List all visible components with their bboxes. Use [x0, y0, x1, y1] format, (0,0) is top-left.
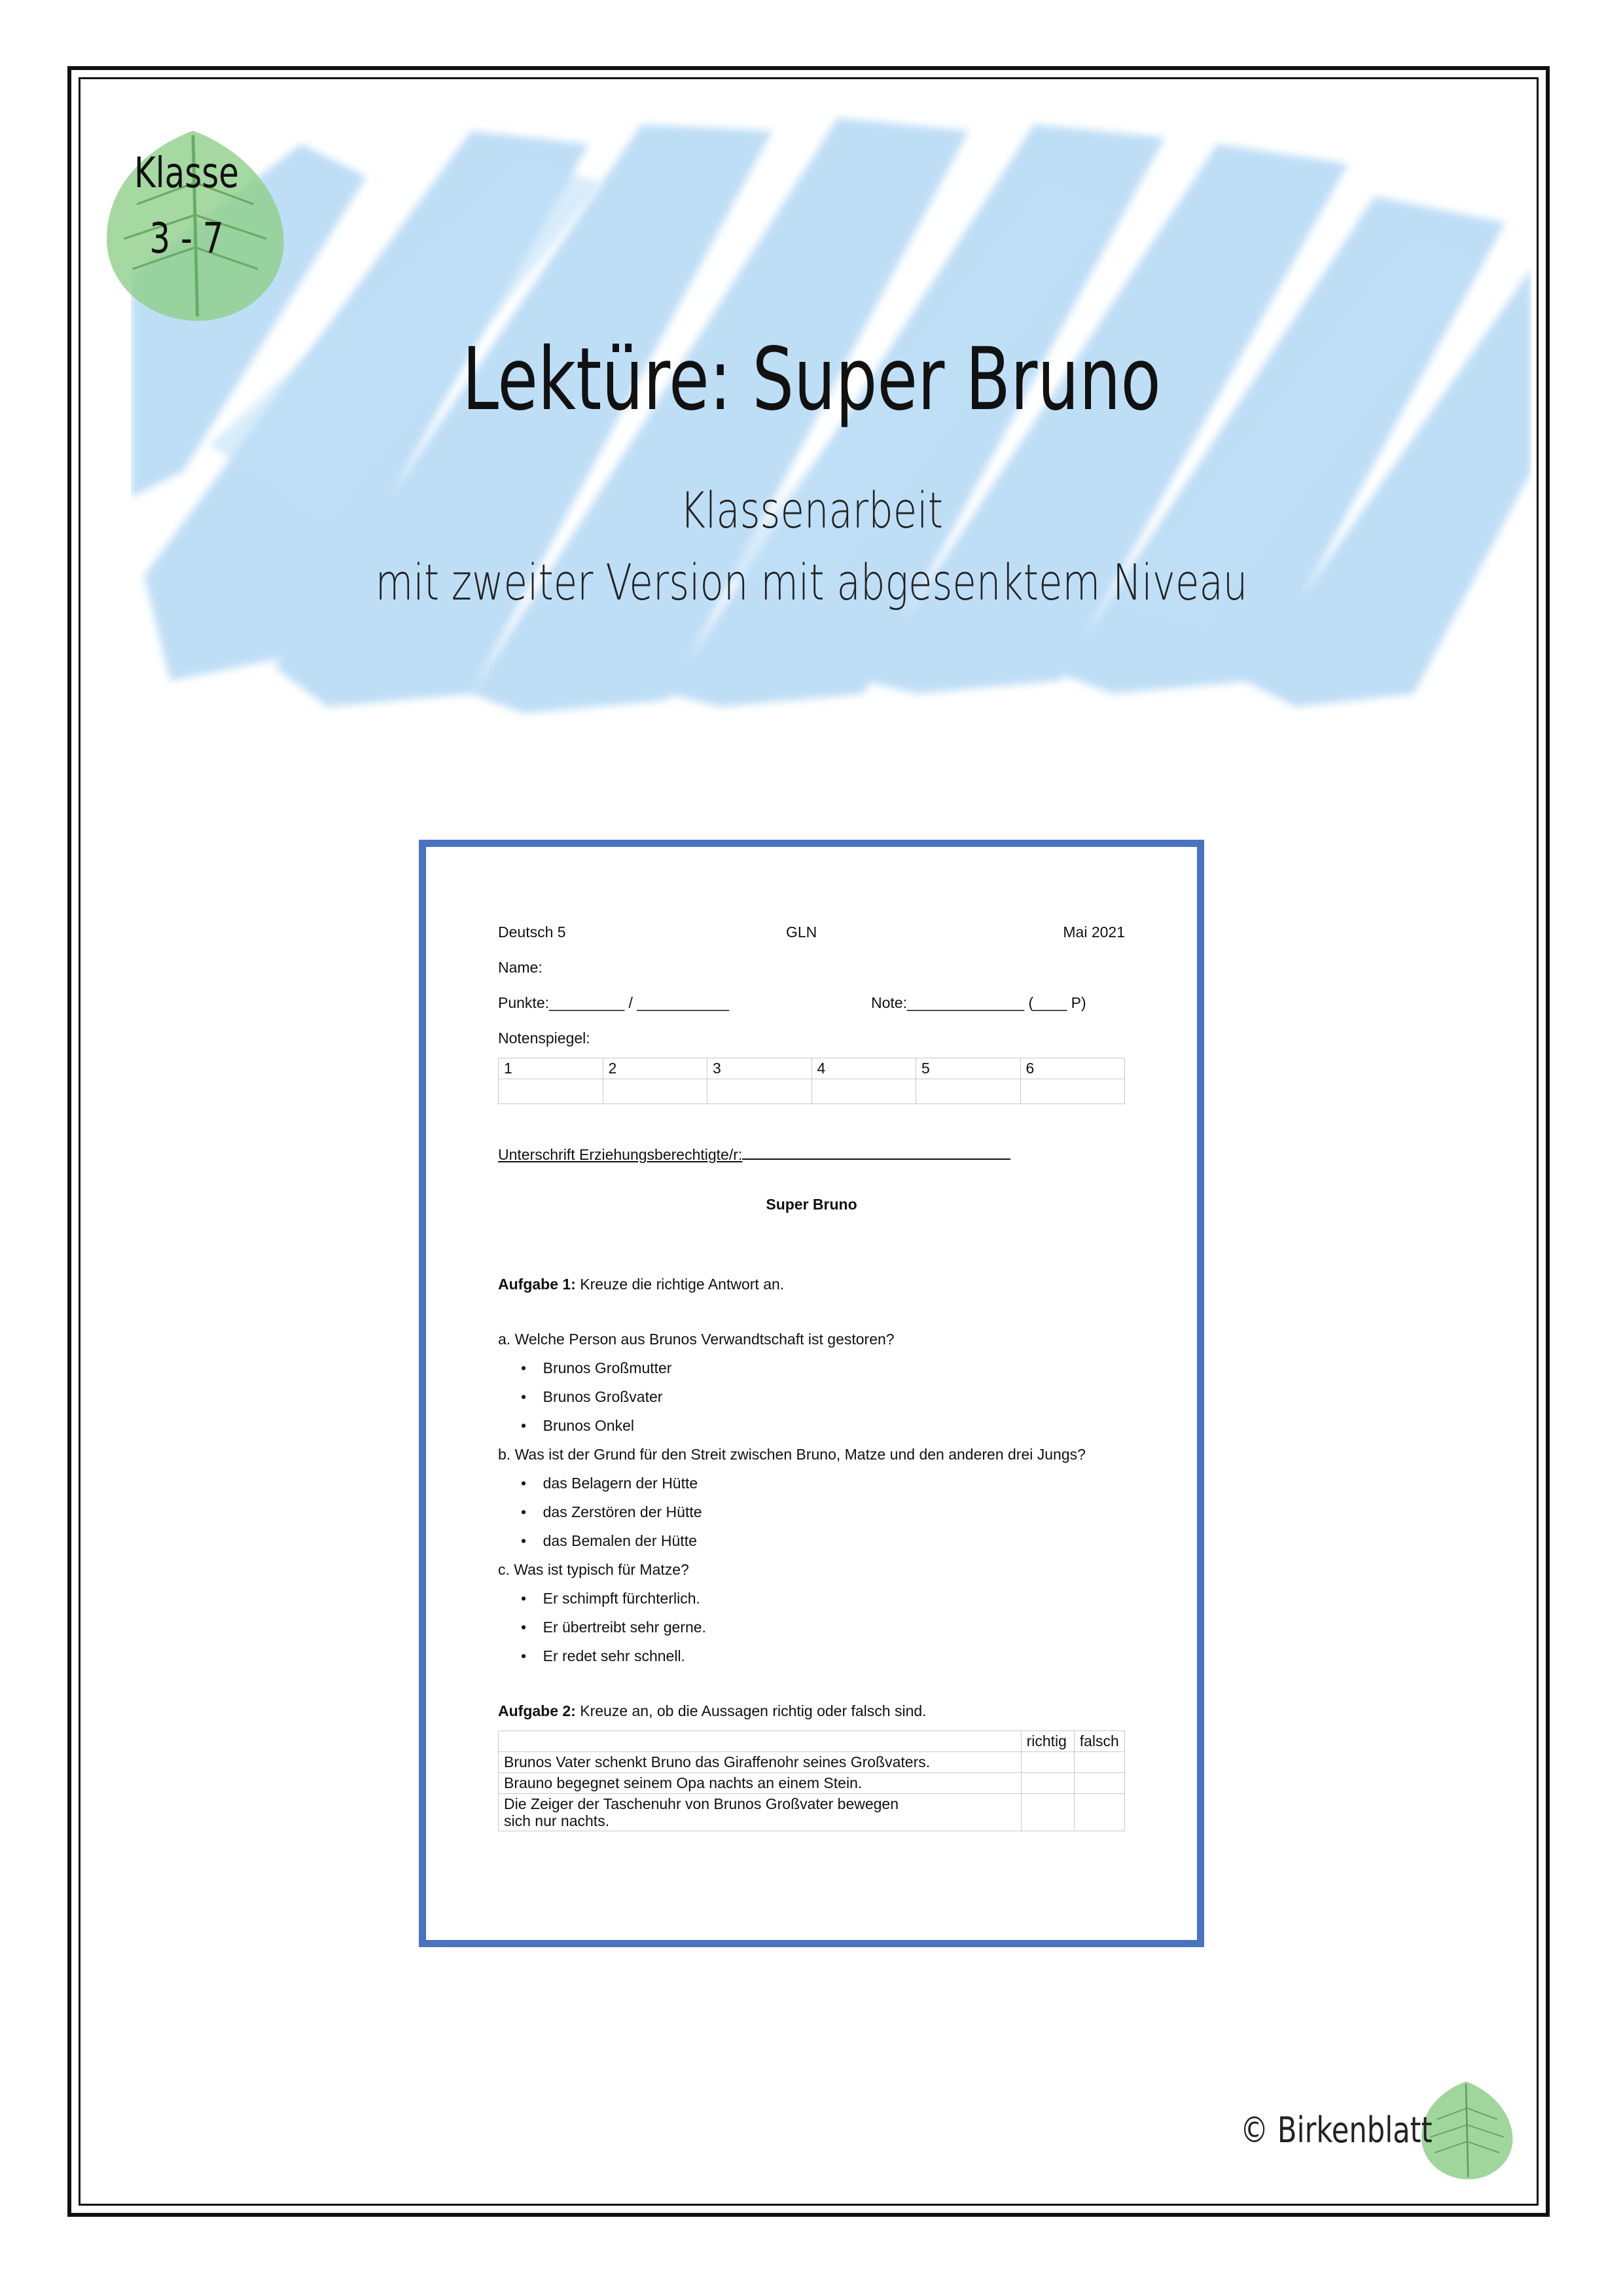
grade-scale-empty	[916, 1079, 1021, 1104]
task2-checkbox-cell	[1021, 1752, 1074, 1773]
task2-checkbox-cell	[1074, 1794, 1124, 1831]
grade-scale-empty	[812, 1079, 916, 1104]
task2-header-empty	[499, 1731, 1022, 1752]
grade-scale-empty	[499, 1079, 603, 1104]
grade-scale-empty	[1020, 1079, 1125, 1104]
subject-label: Deutsch 5	[498, 924, 566, 941]
worksheet-heading: Super Bruno	[766, 1196, 857, 1213]
grade-scale-cell: 5	[916, 1058, 1021, 1079]
task2-header-falsch: falsch	[1074, 1731, 1124, 1752]
option-c3: • Er redet sehr schnell.	[521, 1647, 685, 1664]
grade-scale-label: Notenspiegel:	[498, 1030, 590, 1047]
task2-header-richtig: richtig	[1021, 1731, 1074, 1752]
grade-scale-cell: 2	[603, 1058, 707, 1079]
points-label: Punkte:_________ / ___________	[498, 994, 729, 1011]
signature-label: Unterschrift Erziehungsberechtigte/r:	[498, 1145, 1010, 1164]
grade-range: 3 - 7	[149, 215, 224, 263]
grade-label: Klasse	[134, 149, 239, 198]
task2-table	[498, 1731, 1125, 1831]
task2-line: Aufgabe 2: Kreuze an, ob die Aussagen richtig oder falsch sind.	[498, 1702, 927, 1719]
option-b1: • das Belagern der Hütte	[521, 1475, 698, 1492]
option-c2: • Er übertreibt sehr gerne.	[521, 1619, 706, 1636]
task2-statement: Brunos Vater schenkt Bruno das Giraffenohr seines Großvaters.	[499, 1752, 1022, 1773]
worksheet-preview	[419, 840, 1204, 1947]
page-title: Lektüre: Super Bruno	[462, 329, 1161, 430]
task2-checkbox-cell	[1074, 1773, 1124, 1794]
task2-statement: Brauno begegnet seinem Opa nachts an einem Stein.	[499, 1773, 1022, 1794]
task2-statement: Die Zeiger der Taschenuhr von Brunos Großvater bewegen sich nur nachts.	[499, 1794, 1022, 1831]
question-b: b. Was ist der Grund für den Streit zwischen Bruno, Matze und den anderen drei Jungs?	[498, 1446, 1086, 1463]
task2-checkbox-cell	[1021, 1794, 1074, 1831]
grade-scale-cell: 4	[812, 1058, 916, 1079]
task1-line: Aufgabe 1: Kreuze die richtige Antwort an.	[498, 1276, 785, 1293]
date-label: Mai 2021	[1063, 924, 1125, 941]
copyright-label: © Birkenblatt	[1240, 2109, 1433, 2151]
name-label: Name:	[498, 959, 543, 976]
question-a: a. Welche Person aus Brunos Verwandtschaft ist gestoren?	[498, 1331, 895, 1348]
option-c1: • Er schimpft fürchterlich.	[521, 1590, 700, 1607]
task2-checkbox-cell	[1021, 1773, 1074, 1794]
grade-badge	[128, 141, 245, 272]
option-b2: • das Zerstören der Hütte	[521, 1503, 702, 1520]
grade-scale-cell: 1	[499, 1058, 603, 1079]
level-label: GLN	[786, 924, 817, 941]
option-b3: • das Bemalen der Hütte	[521, 1532, 697, 1549]
question-c: c. Was ist typisch für Matze?	[498, 1561, 689, 1578]
option-a1: • Brunos Großmutter	[521, 1359, 672, 1376]
grade-scale-cell: 6	[1020, 1058, 1125, 1079]
grade-scale-empty	[707, 1079, 812, 1104]
grade-scale-empty	[603, 1079, 707, 1104]
grade-scale-table	[498, 1058, 1125, 1104]
grade-field: Note:______________ (____ P)	[871, 994, 1086, 1011]
subtitle-line2: mit zweiter Version mit abgesenktem Niveau	[375, 553, 1248, 611]
option-a2: • Brunos Großvater	[521, 1388, 663, 1405]
option-a3: • Brunos Onkel	[521, 1417, 634, 1434]
task2-checkbox-cell	[1074, 1752, 1124, 1773]
grade-scale-cell: 3	[707, 1058, 812, 1079]
subtitle-line1: Klassenarbeit	[680, 481, 943, 539]
